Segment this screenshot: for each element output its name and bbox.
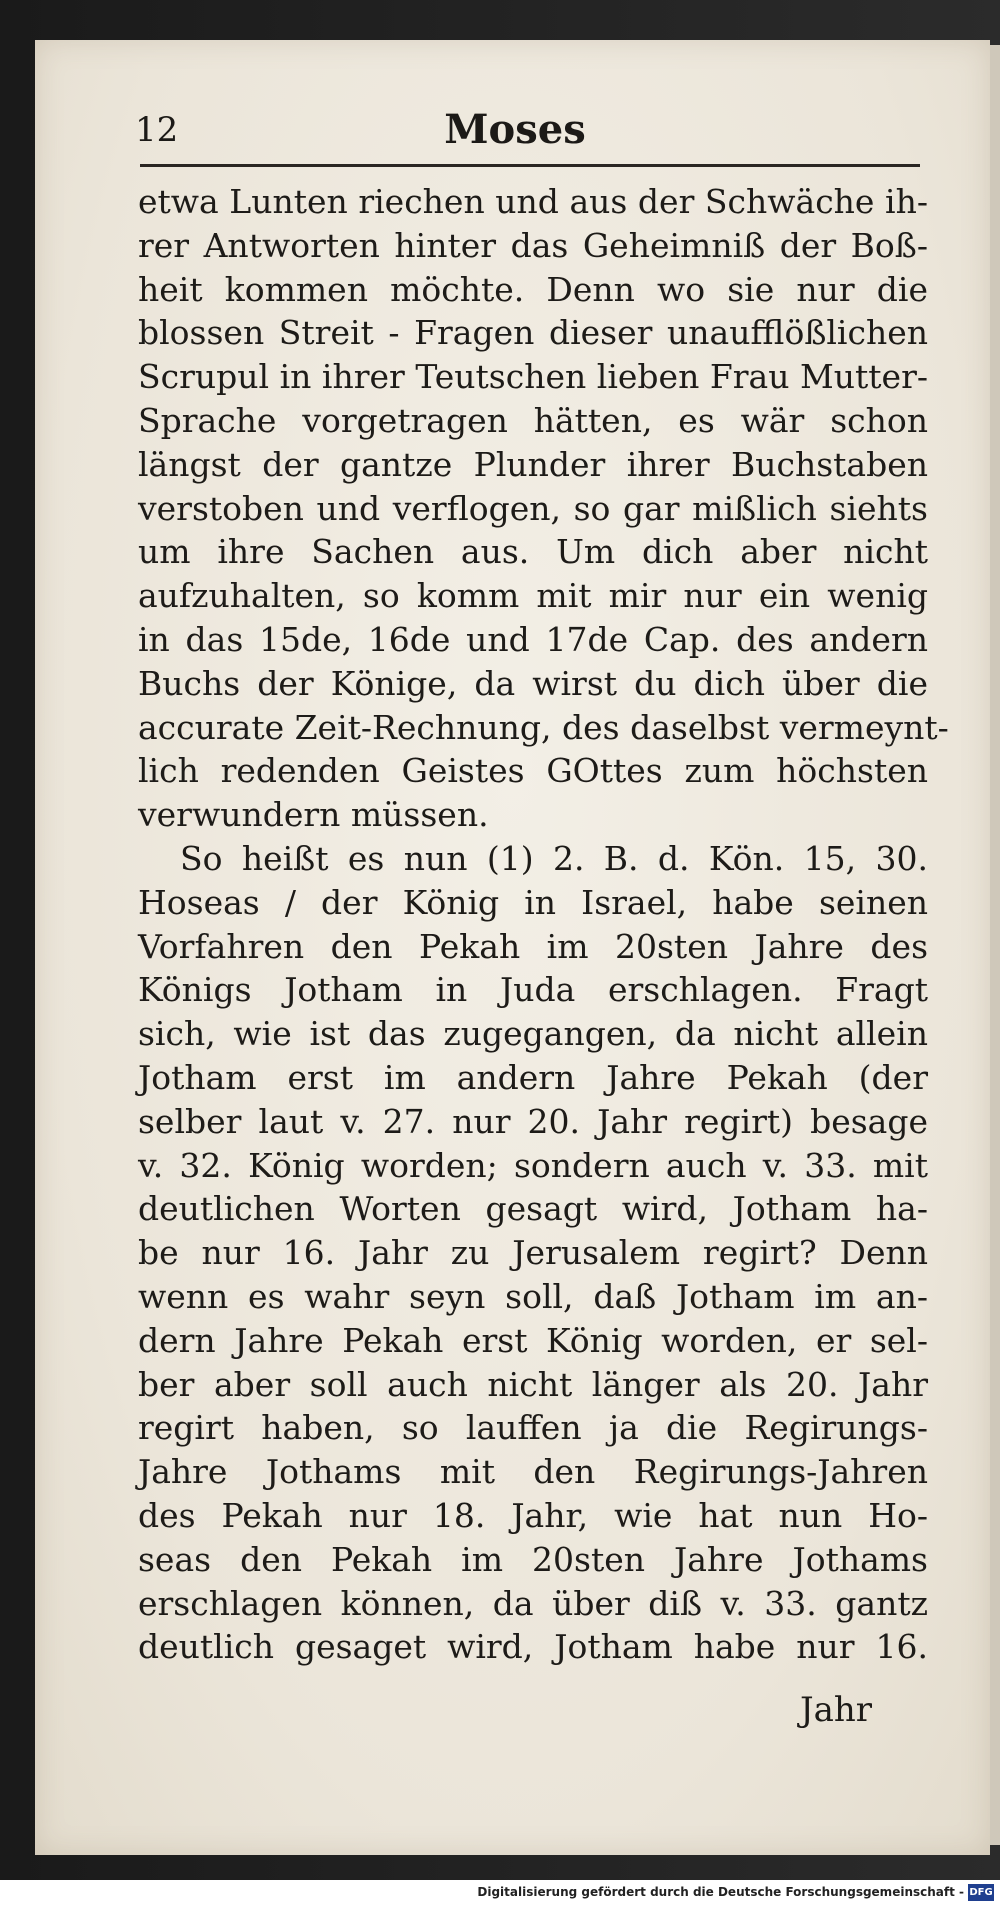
digitization-footer <box>0 1880 1000 1909</box>
page-edge <box>990 45 1000 1845</box>
text-line: be nur 16. Jahr zu Jerusalem regirt? Denn <box>138 1233 928 1273</box>
text-line: ber aber soll auch nicht länger als 20. Jahr <box>138 1364 928 1404</box>
text-line: etwa Lunten riechen und aus der Schwäche ih- <box>138 182 928 221</box>
text-line: lich redenden Geistes GOttes zum höchsten <box>138 751 928 791</box>
text-line: um ihre Sachen aus. Um dich aber nicht <box>138 532 928 572</box>
catchword: Jahr <box>800 1690 873 1730</box>
header-rule <box>140 164 920 167</box>
text-line: Scrupul in ihrer Teutschen lieben Frau Mutter- <box>138 357 928 397</box>
text-line: accurate Zeit-Rechnung, des daselbst vermeynt- <box>138 707 949 747</box>
text-line: sich, wie ist das zugegangen, da nicht allein <box>138 1014 928 1054</box>
funding-credit: Digitalisierung gefördert durch die Deutsche Forschungsgemeinschaft - <box>477 1885 964 1899</box>
text-line: Jotham erst im andern Jahre Pekah (der <box>138 1057 928 1097</box>
text-line: regirt haben, so lauffen ja die Regirungs- <box>138 1408 928 1448</box>
text-line: Königs Jotham in Juda erschlagen. Fragt <box>138 970 928 1010</box>
text-line: Sprache vorgetragen hätten, es wär schon <box>138 400 928 440</box>
text-line: blossen Streit - Fragen dieser unaufflößlichen <box>138 313 928 353</box>
running-title: Moses <box>444 106 586 153</box>
body-text <box>138 180 949 1669</box>
text-line: seas den Pekah im 20sten Jahre Jothams <box>138 1539 928 1579</box>
dfg-logo-icon: DFG <box>968 1884 994 1901</box>
text-line: So heißt es nun (1) 2. B. d. Kön. 15, 30. <box>180 838 928 878</box>
text-line: verstoben und verflogen, so gar mißlich siehts <box>138 488 928 528</box>
text-line: deutlich gesaget wird, Jotham habe nur 16. <box>138 1627 928 1667</box>
text-line: des Pekah nur 18. Jahr, wie hat nun Ho- <box>138 1495 928 1535</box>
text-line: dern Jahre Pekah erst König worden, er sel- <box>138 1320 928 1360</box>
text-line: deutlichen Worten gesagt wird, Jotham ha- <box>138 1189 928 1229</box>
page-number: 12 <box>135 110 179 150</box>
text-line: erschlagen können, da über diß v. 33. gantz <box>138 1583 928 1623</box>
text-line: heit kommen möchte. Denn wo sie nur die <box>138 269 928 309</box>
text-line: aufzuhalten, so komm mit mir nur ein wenig <box>138 576 928 616</box>
text-line: Buchs der Könige, da wirst du dich über die <box>138 663 928 703</box>
page-header <box>105 100 925 160</box>
text-line: selber laut v. 27. nur 20. Jahr regirt) besage <box>138 1101 928 1141</box>
text-line: Hoseas / der König in Israel, habe seinen <box>138 882 928 922</box>
text-line: wenn es wahr seyn soll, daß Jotham im an- <box>138 1276 928 1316</box>
text-line: längst der gantze Plunder ihrer Buchstaben <box>138 444 928 484</box>
text-line: v. 32. König worden; sondern auch v. 33. mit <box>138 1145 928 1185</box>
text-line: in das 15de, 16de und 17de Cap. des andern <box>138 619 928 659</box>
text-line: verwundern müssen. <box>138 795 489 835</box>
text-line: Jahre Jothams mit den Regirungs-Jahren <box>138 1452 928 1492</box>
text-line: Vorfahren den Pekah im 20sten Jahre des <box>138 926 928 966</box>
text-line: rer Antworten hinter das Geheimniß der Boß- <box>138 225 928 265</box>
